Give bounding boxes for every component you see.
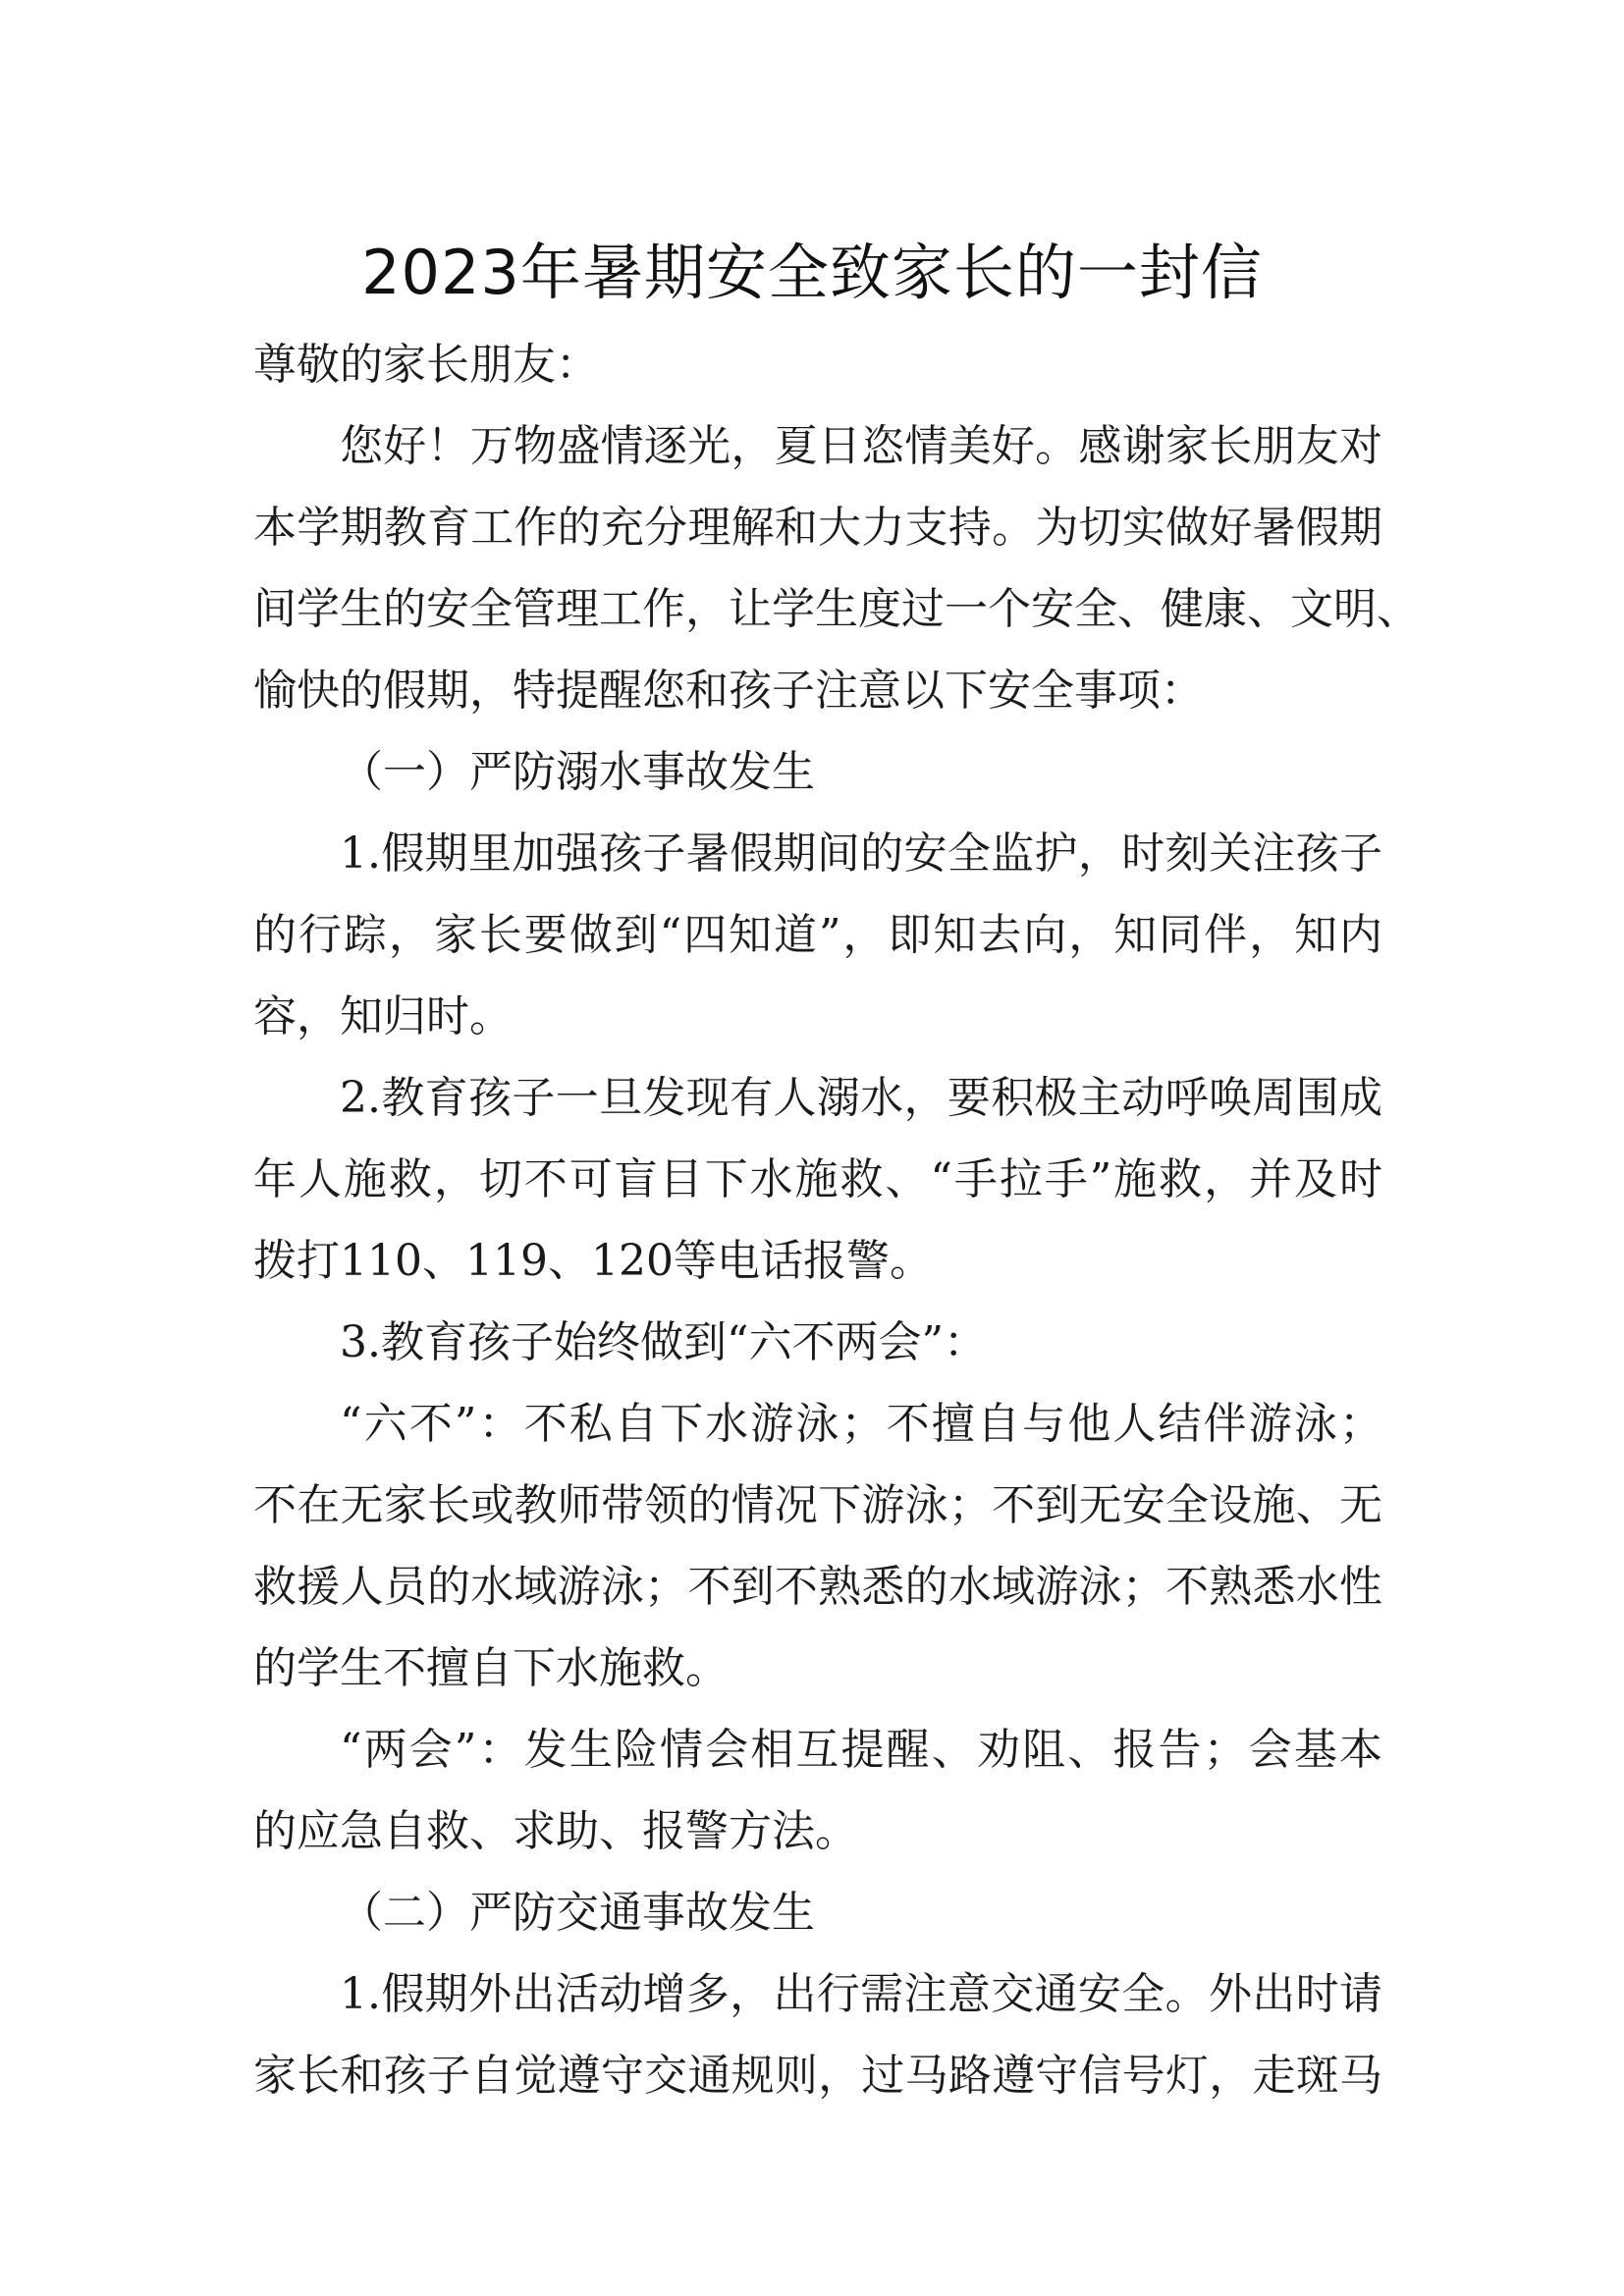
paragraph-line: 救援人员的水域游泳；不到不熟悉的水域游泳；不熟悉水性: [253, 1562, 1382, 1612]
drowning-item-2: [253, 1057, 1382, 1302]
paragraph-line: 本学期教育工作的充分理解和大力支持。为切实做好暑假期: [253, 503, 1382, 553]
salutation: 尊敬的家长朋友：: [253, 340, 599, 390]
paragraph-line: 2.教育孩子一旦发现有人溺水，要积极主动呼唤周围成: [340, 1073, 1382, 1123]
paragraph-line: 的学生不擅自下水施救。: [253, 1643, 729, 1693]
drowning-item-1: [253, 813, 1382, 1057]
intro-paragraph: [253, 405, 1420, 731]
paragraph-line: “六不”：不私自下水游泳；不擅自与他人结伴游泳；: [340, 1399, 1382, 1449]
paragraph-line: 容，知归时。: [253, 991, 513, 1041]
paragraph-line: 间学生的安全管理工作，让学生度过一个安全、健康、文明、: [253, 584, 1420, 634]
two-can-paragraph: [253, 1709, 1382, 1872]
paragraph-line: 年人施救，切不可盲目下水施救、“手拉手”施救，并及时: [253, 1154, 1382, 1204]
paragraph-line: 您好！万物盛情逐光，夏日恣情美好。感谢家长朋友对: [340, 421, 1382, 471]
paragraph-line: 的应急自救、求助、报警方法。: [253, 1806, 858, 1856]
section-heading-traffic: （二）严防交通事故发生: [340, 1888, 815, 1938]
paragraph-line: 的行踪，家长要做到“四知道”，即知去向，知同伴，知内: [253, 910, 1382, 960]
paragraph-line: 1.假期里加强孩子暑假期间的安全监护，时刻关注孩子: [340, 828, 1382, 879]
paragraph-line: 1.假期外出活动增多，出行需注意交通安全。外出时请: [340, 1969, 1382, 2019]
paragraph-line: 家长和孩子自觉遵守交通规则，过马路遵守信号灯，走斑马: [253, 2051, 1382, 2101]
traffic-item-1: [253, 1953, 1382, 2116]
paragraph-line: 不在无家长或教师带领的情况下游泳；不到无安全设施、无: [253, 1480, 1382, 1530]
six-no-paragraph: [253, 1383, 1382, 1709]
paragraph-line: 拨打110、119、120等电话报警。: [253, 1236, 933, 1286]
letter-body: [253, 324, 1420, 2116]
paragraph-line: 愉快的假期，特提醒您和孩子注意以下安全事项：: [253, 666, 1204, 716]
drowning-item-3: [253, 1302, 1382, 1383]
paragraph-line: 3.教育孩子始终做到“六不两会”：: [340, 1317, 987, 1367]
section-heading-drowning: （一）严防溺水事故发生: [340, 747, 815, 797]
paragraph-line: “两会”：发生险情会相互提醒、劝阻、报告；会基本: [340, 1725, 1382, 1775]
page-title: 2023年暑期安全致家长的一封信: [361, 237, 1263, 308]
